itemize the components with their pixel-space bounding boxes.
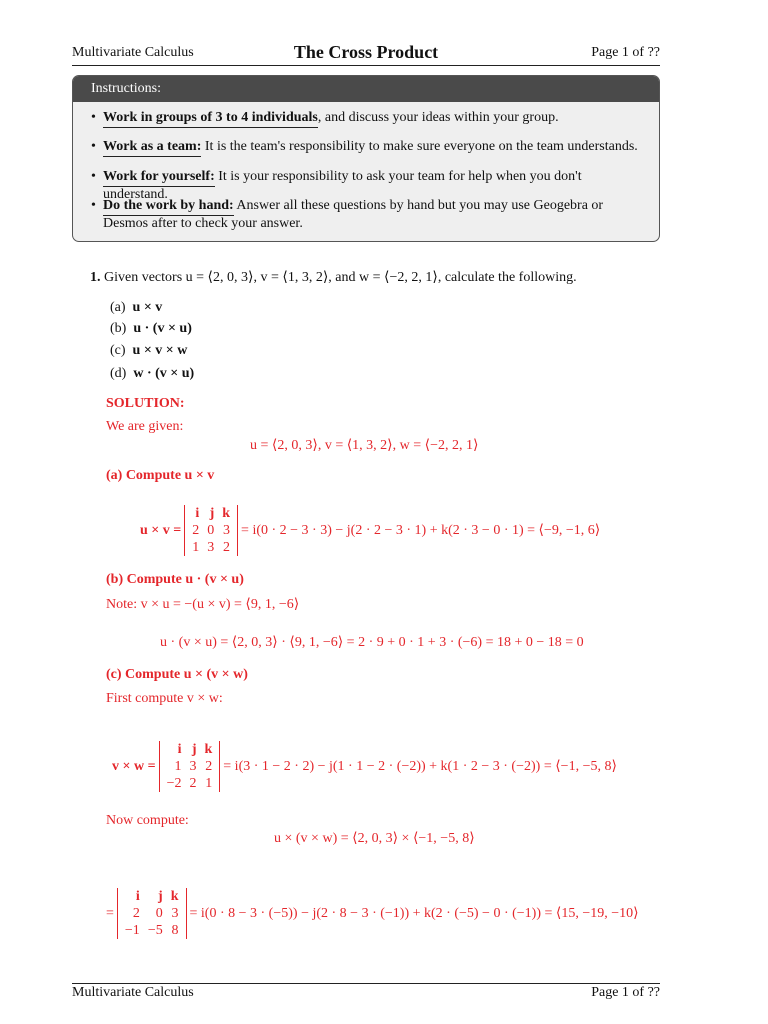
determinant-matrix <box>159 741 221 792</box>
part-c-now: Now compute: <box>106 813 189 828</box>
matrix-cell: k <box>170 889 179 904</box>
bullet-icon: • <box>91 139 96 154</box>
problem-part-c <box>110 343 187 359</box>
bullet-icon: • <box>91 198 96 213</box>
problem-text: Given vectors u = ⟨2, 0, 3⟩, v = ⟨1, 3, 2⟩, and w = ⟨−2, 2, 1⟩, calculate the following. <box>104 270 577 285</box>
instruction-text: It is your responsibility to ask your team for help when you don't understand. <box>103 169 582 202</box>
matrix-cell: 0 <box>207 523 215 538</box>
determinant-expansion: = i(0 · 8 − 3 · (−5)) − j(2 · 8 − 3 · (−1)) + k(2 · (−5) − 0 · (−1)) = ⟨15, −19, −10⟩ <box>189 906 639 921</box>
problem-part-a <box>110 300 162 316</box>
matrix-cell: 3 <box>223 523 231 538</box>
determinant-expansion: = i(0 · 2 − 3 · 3) − j(2 · 2 − 3 · 1) + k(2 · 3 − 0 · 1) = ⟨−9, −1, 6⟩ <box>241 523 601 538</box>
matrix-cell: 2 <box>132 906 140 921</box>
determinant-lhs: = <box>106 905 114 921</box>
part-b-equation: u · (v × u) = ⟨2, 0, 3⟩ · ⟨9, 1, −6⟩ = 2 · 9 + 0 · 1 + 3 · (−6) = 18 + 0 − 18 = 0 <box>160 635 584 650</box>
matrix-cell: 3 <box>171 906 179 921</box>
matrix-cell: 2 <box>223 540 231 555</box>
matrix-cell: −2 <box>166 776 182 791</box>
matrix-cell: j <box>158 889 163 904</box>
determinant-lhs: u × v = <box>140 522 182 538</box>
matrix-cell: 1 <box>205 776 213 791</box>
part-c-first: First compute v × w: <box>106 691 223 706</box>
part-expression: u × v × w <box>132 343 188 358</box>
instruction-text: , and discuss your ideas within your group. <box>317 110 559 125</box>
matrix-cell: 2 <box>205 759 213 774</box>
part-b-note: Note: v × u = −(u × v) = ⟨9, 1, −6⟩ <box>106 597 300 612</box>
problem-statement <box>90 269 577 286</box>
part-expression: u × v <box>132 300 163 315</box>
determinant-matrix <box>184 505 238 556</box>
instruction-text: It is the team's responsibility to make sure everyone on the team understands. <box>201 139 638 154</box>
footer-page-number: Page 1 of ?? <box>591 985 660 1000</box>
header-page-number: Page 1 of ?? <box>591 45 660 60</box>
page-title: The Cross Product <box>293 42 439 62</box>
matrix-cell: 1 <box>192 540 200 555</box>
problem-part-b <box>110 321 192 337</box>
part-a-title: (a) Compute u × v <box>106 468 215 483</box>
header-course: Multivariate Calculus <box>72 45 194 60</box>
matrix-cell: i <box>195 506 200 521</box>
matrix-cell: k <box>204 742 213 757</box>
determinant-expansion: = i(3 · 1 − 2 · 2) − j(1 · 1 − 2 · (−2)) + k(1 · 2 − 3 · (−2)) = ⟨−1, −5, 8⟩ <box>223 759 617 774</box>
part-label: (c) <box>110 343 126 358</box>
instructions-box <box>72 75 660 242</box>
problem-number: 1. <box>90 270 101 285</box>
footer-rule <box>72 983 660 984</box>
bullet-icon: • <box>91 110 96 125</box>
matrix-cell: −1 <box>124 923 140 938</box>
matrix-cell: −5 <box>147 923 163 938</box>
bullet-icon: • <box>91 169 96 184</box>
instruction-emphasis: Work as a team: <box>103 139 201 157</box>
part-c-equation: u × (v × w) = ⟨2, 0, 3⟩ × ⟨−1, −5, 8⟩ <box>274 831 475 846</box>
part-label: (a) <box>110 300 126 315</box>
matrix-cell: j <box>191 742 197 757</box>
instruction-emphasis: Work in groups of 3 to 4 individuals <box>103 110 318 128</box>
part-expression: w · (v × u) <box>133 366 195 381</box>
matrix-cell: i <box>177 742 182 757</box>
footer-course: Multivariate Calculus <box>72 985 194 1000</box>
instruction-emphasis: Work for yourself: <box>103 169 215 187</box>
header-rule <box>72 65 660 66</box>
matrix-cell: i <box>135 889 140 904</box>
matrix-cell: j <box>209 506 215 521</box>
instruction-emphasis: Do the work by hand: <box>103 198 234 216</box>
solution-heading: SOLUTION: <box>106 396 185 411</box>
matrix-cell: k <box>222 506 231 521</box>
part-label: (b) <box>110 321 127 336</box>
matrix-cell: 2 <box>189 776 197 791</box>
matrix-cell: 8 <box>171 923 179 938</box>
matrix-cell: 0 <box>155 906 163 921</box>
part-b-title: (b) Compute u · (v × u) <box>106 572 244 587</box>
matrix-cell: 1 <box>174 759 182 774</box>
problem-part-d <box>110 366 194 382</box>
determinant-lhs: v × w = <box>112 758 156 774</box>
solution-given-vectors: u = ⟨2, 0, 3⟩, v = ⟨1, 3, 2⟩, w = ⟨−2, 2, 1⟩ <box>250 438 479 453</box>
part-expression: u · (v × u) <box>133 321 192 336</box>
solution-given-intro: We are given: <box>106 419 184 434</box>
part-c-determinant-2 <box>106 888 639 939</box>
matrix-cell: 2 <box>192 523 200 538</box>
part-c-title: (c) Compute u × (v × w) <box>106 667 248 682</box>
instructions-heading: Instructions: <box>73 76 659 102</box>
part-c-determinant-1 <box>112 741 617 792</box>
matrix-cell: 3 <box>207 540 215 555</box>
part-a-determinant <box>140 505 600 556</box>
instruction-text: Answer all these questions by hand but you may use Geogebra or Desmos after to check your answer. <box>103 198 604 231</box>
matrix-cell: 3 <box>189 759 197 774</box>
part-label: (d) <box>110 366 127 381</box>
determinant-matrix <box>117 888 187 939</box>
